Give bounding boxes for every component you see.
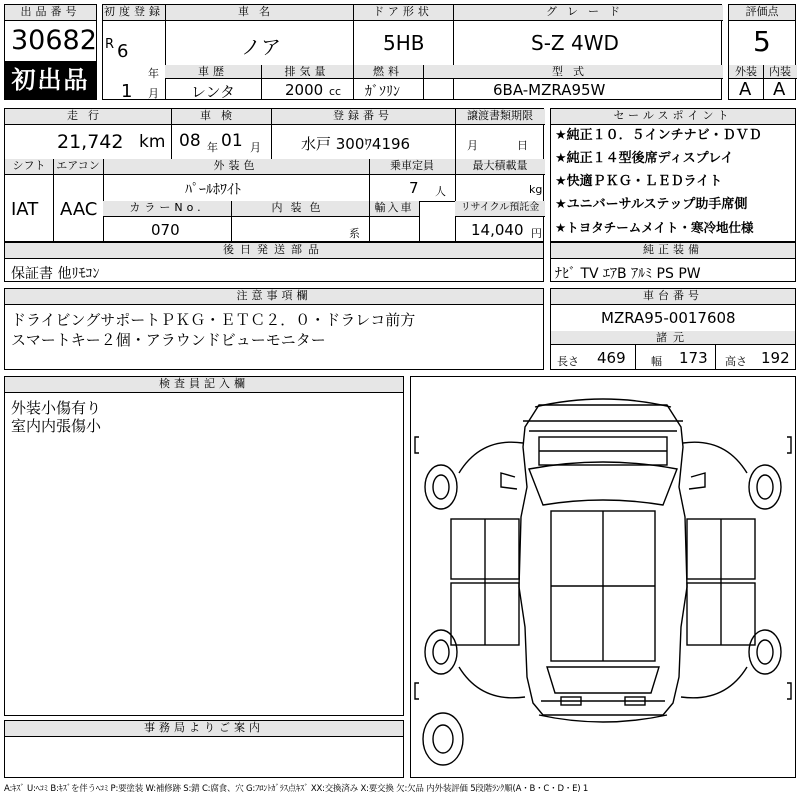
registration-value: 水戸 300ﾜ4196 (301, 135, 411, 153)
inspection-month-unit: 月 (250, 141, 261, 154)
fuel-label: 燃料 (353, 65, 423, 79)
height-value: 192 (761, 349, 790, 367)
inspector-box (4, 376, 404, 716)
registration-label: 登録番号 (271, 109, 455, 125)
transfer-month-unit: 月 (467, 139, 478, 152)
inspector-line: 外装小傷有り (11, 399, 102, 417)
capacity-unit: 人 (435, 185, 446, 198)
exterior-color-label: 外装色 (103, 159, 369, 175)
import-label: 輸入車 (369, 201, 419, 217)
interior-color-unit: 系 (349, 227, 360, 240)
capacity-label: 乗車定員 (369, 159, 455, 175)
later-parts-label: 後日発送部品 (5, 243, 543, 259)
sales-points-label: セールスポイント (551, 109, 795, 125)
notes-box (4, 288, 544, 370)
score-value: 5 (753, 25, 771, 58)
first-reg-month-unit: 月 (148, 87, 159, 100)
mileage-unit: km (139, 132, 166, 152)
model-value: 6BA-MZRA95W (493, 81, 606, 99)
model-label: 型式 (423, 65, 723, 79)
chassis-box (550, 288, 796, 370)
chassis-label: 車台番号 (551, 289, 795, 305)
shift-value: IAT (11, 199, 39, 220)
first-listing-text: 初出品 (11, 66, 90, 94)
notes-line: ドライビングサポートＰＫＧ・ＥＴＣ２．０・ドラレコ前方 (11, 311, 416, 329)
vehicle-info-grid (4, 108, 544, 242)
inspection-label: 車検 (171, 109, 271, 125)
sales-point-item: ★トヨタチームメイト・寒冷地仕様 (555, 220, 754, 235)
first-reg-year-unit: 年 (148, 67, 159, 80)
sales-point-item: ★純正１０．５インチナビ・ＤＶＤ (555, 128, 762, 143)
transfer-label: 譲渡書類期限 (455, 109, 545, 125)
notes-line: スマートキー２個・アラウンドビューモニター (11, 331, 326, 349)
interior-grade-value: A (773, 79, 786, 100)
exterior-grade-value: A (739, 79, 752, 100)
car-diagram-box (410, 376, 796, 778)
lot-number: 30682 (11, 25, 97, 56)
width-value: 173 (679, 349, 708, 367)
transfer-day-unit: 日 (517, 139, 528, 152)
sales-points-box (550, 108, 796, 242)
displacement-label: 排気量 (261, 65, 353, 79)
mileage-value: 21,742 (57, 131, 124, 153)
inspector-label: 検査員記入欄 (5, 377, 403, 393)
sales-point-item: ★純正１４型後席ディスプレイ (555, 151, 734, 166)
dims-label: 諸元 (551, 331, 795, 345)
displacement-value: 2000 (285, 81, 324, 99)
inspection-year-unit: 年 (207, 141, 218, 154)
length-label: 長さ (557, 355, 579, 368)
length-value: 469 (597, 349, 626, 367)
later-parts-value: 保証書 他ﾘﾓｺﾝ (11, 266, 100, 282)
car-diagram (411, 377, 795, 777)
recycle-label: リサイクル預託金 (455, 201, 545, 217)
max-load-unit: kg (529, 183, 543, 196)
first-reg-month: 1 (121, 81, 133, 102)
history-label: 車歴 (165, 65, 261, 79)
score-box (728, 4, 796, 100)
factory-equipment-label: 純正装備 (551, 243, 795, 259)
shift-label: シフト (5, 159, 53, 175)
legend-text: A:ｷｽﾞ U:ﾍｺﾐ B:ｷｽﾞを伴うﾍｺﾐ P:要塗装 W:補修跡 S:錆 C:腐食、穴 G:ﾌﾛﾝﾄｶﾞﾗｽ点ｷｽﾞ XX:交換済み X:要交換 欠:欠品 内外装評価 5段階ﾗﾝｸ順(A・B・C・D・E) 1 (4, 784, 589, 794)
grade-value: S-Z 4WD (531, 31, 619, 55)
lot-label: 出品番号 (5, 5, 96, 21)
lot-box (4, 4, 97, 100)
grade-label: グレード (453, 5, 723, 21)
recycle-unit: 円 (531, 227, 542, 240)
capacity-value: 7 (409, 179, 419, 197)
notes-label: 注意事項欄 (5, 289, 543, 305)
mileage-label: 走行 (5, 109, 171, 125)
height-label: 高さ (725, 355, 747, 368)
inspection-month: 08 (179, 131, 201, 151)
first-reg-year: 6 (117, 41, 129, 62)
sales-point-item: ★快適ＰＫＧ・ＬＥＤライト (555, 174, 723, 189)
width-label: 幅 (651, 355, 662, 368)
displacement-unit: cc (329, 85, 342, 98)
interior-grade-label: 内装 (763, 65, 797, 79)
color-no-label: カラーNo. (103, 201, 231, 217)
office-label: 事務局よりご案内 (5, 721, 403, 737)
door-value: 5HB (383, 31, 425, 55)
door-label: ドア形状 (353, 5, 453, 21)
score-label: 評価点 (729, 5, 795, 21)
factory-equipment-value: ﾅﾋﾞ TV ｴｱB ｱﾙﾐ PS PW (555, 266, 701, 282)
recycle-value: 14,040 (471, 221, 524, 239)
exterior-color-value: ﾊﾟｰﾙﾎﾜｲﾄ (185, 182, 241, 198)
first-reg-label: 初度登録 (103, 5, 165, 21)
fuel-value: ｶﾞｿﾘﾝ (365, 84, 400, 100)
factory-equipment-box (550, 242, 796, 282)
car-name-value: ノア (241, 35, 281, 59)
exterior-grade-label: 外装 (729, 65, 763, 79)
car-name-label: 車名 (165, 5, 353, 21)
sales-point-item: ★ユニバーサルステップ助手席側 (555, 197, 748, 212)
chassis-value: MZRA95-0017608 (601, 309, 736, 327)
office-box (4, 720, 404, 778)
inspector-line: 室内内張傷小 (11, 417, 102, 435)
first-listing-badge (5, 61, 96, 99)
aircon-value: AAC (60, 199, 98, 220)
interior-color-label: 内装色 (231, 201, 369, 217)
max-load-label: 最大積載量 (455, 159, 545, 175)
later-parts-box (4, 242, 544, 282)
first-reg-era: R (105, 37, 115, 52)
header-grid (102, 4, 722, 100)
aircon-label: エアコン (53, 159, 103, 175)
inspection-day: 01 (221, 131, 243, 151)
color-no-value: 070 (151, 221, 180, 239)
history-value: レンタ (191, 83, 236, 101)
